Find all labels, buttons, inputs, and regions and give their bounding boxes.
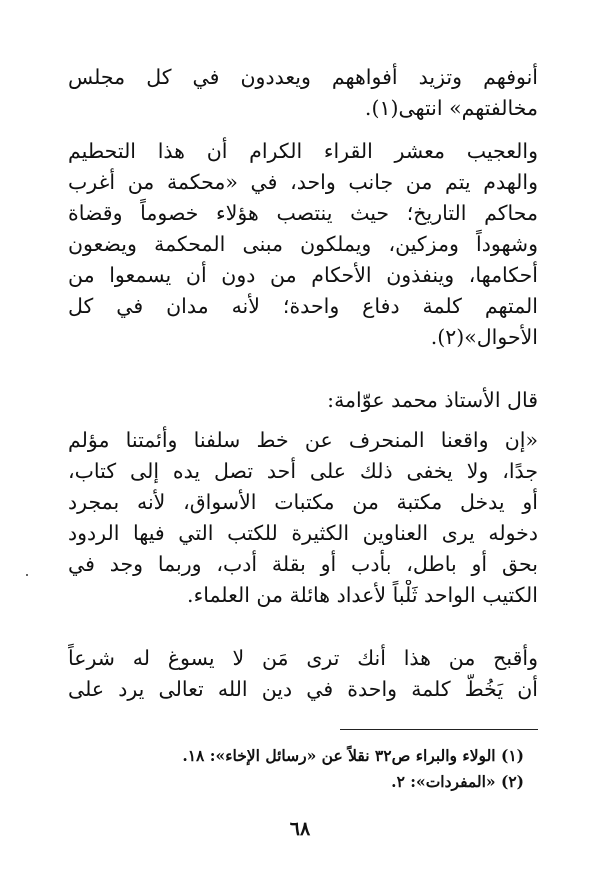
footnote-separator — [340, 729, 538, 730]
text-line: بحق أو باطل، بأدب أو بقلة أدب، وربما وجد في — [68, 552, 538, 576]
text-line: دخوله يرى العناوين الكثيرة للكتب التي فيها الردود — [68, 521, 538, 545]
text-line: والهدم يتم من جانب واحد، في «محكمة من أغرب — [68, 170, 538, 194]
footnotes — [80, 743, 524, 795]
text-line: الأحوال»(٢). — [430, 325, 538, 349]
footnote-2: (٢) «المفردات»: ٢. — [391, 772, 524, 791]
scan-speck — [26, 574, 28, 576]
page-number: ٦٨ — [289, 818, 311, 840]
text-line: قال الأستاذ محمد عوّامة: — [327, 388, 538, 412]
text-line: مخالفتهم» انتهى(١). — [364, 96, 538, 120]
text-line: أن يَخُطَّ كلمة واحدة في دين الله تعالى يرد على — [68, 677, 538, 701]
text-line: المتهم كلمة دفاع واحدة؛ لأنه مدان في كل — [68, 294, 538, 318]
quote-intro — [68, 385, 538, 416]
paragraph-5 — [68, 643, 538, 705]
footnote-1: (١) الولاء والبراء ص٣٢ نقلاً عن «رسائل الإخاء»: ١٨. — [182, 746, 524, 765]
text-line: جدًا، ولا يخفى ذلك على أحد تصل يده إلى كتاب، — [68, 459, 538, 483]
text-line: والعجيب معشر القراء الكرام أن هذا التحطيم — [68, 139, 538, 163]
paragraph-1 — [68, 62, 538, 124]
quotation — [68, 425, 538, 611]
text-line: محاكم التاريخ؛ حيث ينتصب هؤلاء خصوماً وقضاة — [68, 201, 538, 225]
paragraph-2 — [68, 136, 538, 353]
text-line: وشهوداً ومزكين، ويملكون مبنى المحكمة ويضعون — [68, 232, 538, 256]
text-line: أحكامها، وينفذون الأحكام من دون أن يسمعوا من — [68, 263, 538, 287]
text-line: «إن واقعنا المنحرف عن خط سلفنا وأئمتنا مؤلم — [68, 428, 538, 452]
text-line: الكتيب الواحد ثَلْباً لأعداد هائلة من العلماء. — [187, 583, 538, 607]
text-line: أنوفهم وتزيد أفواههم ويعددون في كل مجلس — [68, 65, 538, 89]
text-line: أو يدخل مكتبة من مكتبات الأسواق، لأنه بمجرد — [68, 490, 538, 514]
text-line: وأقبح من هذا أنك ترى مَن لا يسوغ له شرعاً — [68, 646, 538, 670]
